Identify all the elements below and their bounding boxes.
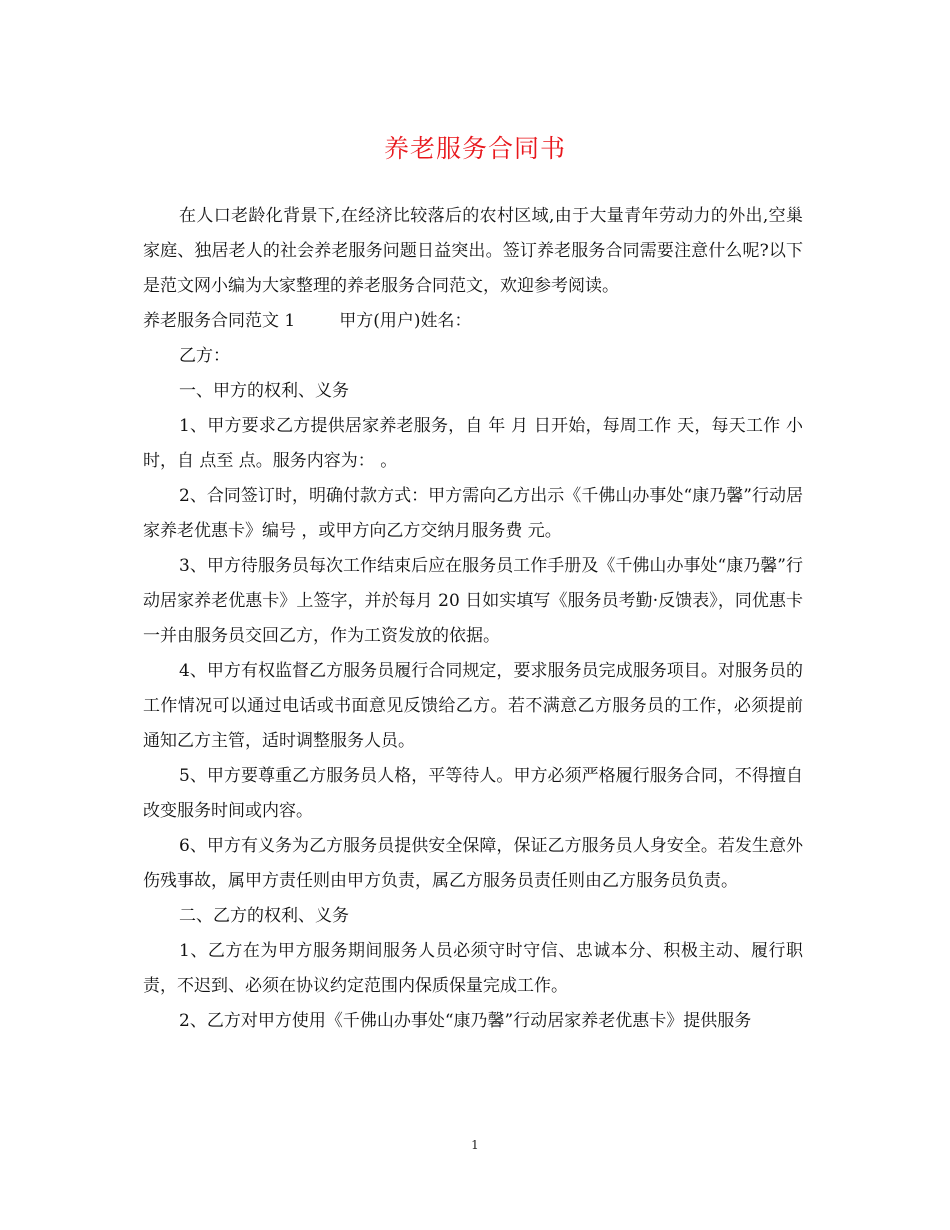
section1-heading: 一、甲方的权利、义务 <box>179 381 349 401</box>
section1-item: 1、甲方要求乙方提供居家养老服务，自 年 月 日开始，每周工作 天，每天工作 小时，自 点至 点。服务内容为： 。 <box>143 416 803 471</box>
section1-item: 6、甲方有义务为乙方服务员提供安全保障，保证乙方服务员人身安全。若发生意外伤残事故，属甲方责任则由甲方负责，属乙方服务员责任则由乙方服务员负责。 <box>143 836 803 891</box>
section2-item: 1、乙方在为甲方服务期间服务人员必须守时守信、忠诚本分、积极主动、履行职责，不迟到、必须在协议约定范围内保质保量完成工作。 <box>143 941 803 996</box>
section1-item: 3、甲方待服务员每次工作结束后应在服务员工作手册及《千佛山办事处“康乃馨”行动居家养老优惠卡》上签字，并於每月 20 日如实填写《服务员考勤·反馈表》，同优惠卡一并由服务员交回乙方，作为工资发放的依据。 <box>143 556 803 646</box>
intro-paragraph: 在人口老龄化背景下,在经济比较落后的农村区域,由于大量青年劳动力的外出,空巢家庭、独居老人的社会养老服务问题日益突出。签订养老服务合同需要注意什么呢?以下是范文网小编为大家整理的养老服务合同范文，欢迎参考阅读。 <box>143 206 803 296</box>
party-b-label: 乙方： <box>179 346 230 366</box>
section1-item: 5、甲方要尊重乙方服务员人格，平等待人。甲方必须严格履行服务合同，不得擅自改变服务时间或内容。 <box>143 766 803 821</box>
section1-item: 4、甲方有权监督乙方服务员履行合同规定，要求服务员完成服务项目。对服务员的工作情况可以通过电话或书面意见反馈给乙方。若不满意乙方服务员的工作，必须提前通知乙方主管，适时调整服务人员。 <box>143 661 803 751</box>
page-number: 1 <box>471 1138 479 1152</box>
sample-label: 养老服务合同范文 1 <box>143 311 296 331</box>
document-title: 养老服务合同书 <box>383 134 566 163</box>
document-body <box>143 199 803 1039</box>
section2-item: 2、乙方对甲方使用《千佛山办事处“康乃馨”行动居家养老优惠卡》提供服务 <box>179 1011 752 1031</box>
section2-heading: 二、乙方的权利、义务 <box>179 906 349 926</box>
party-a-name-label: 甲方(用户)姓名： <box>339 311 472 331</box>
section1-item: 2、合同签订时，明确付款方式：甲方需向乙方出示《千佛山办事处“康乃馨”行动居家养老优惠卡》编号 ，或甲方向乙方交纳月服务费 元。 <box>143 486 803 541</box>
sample-line <box>143 304 803 339</box>
